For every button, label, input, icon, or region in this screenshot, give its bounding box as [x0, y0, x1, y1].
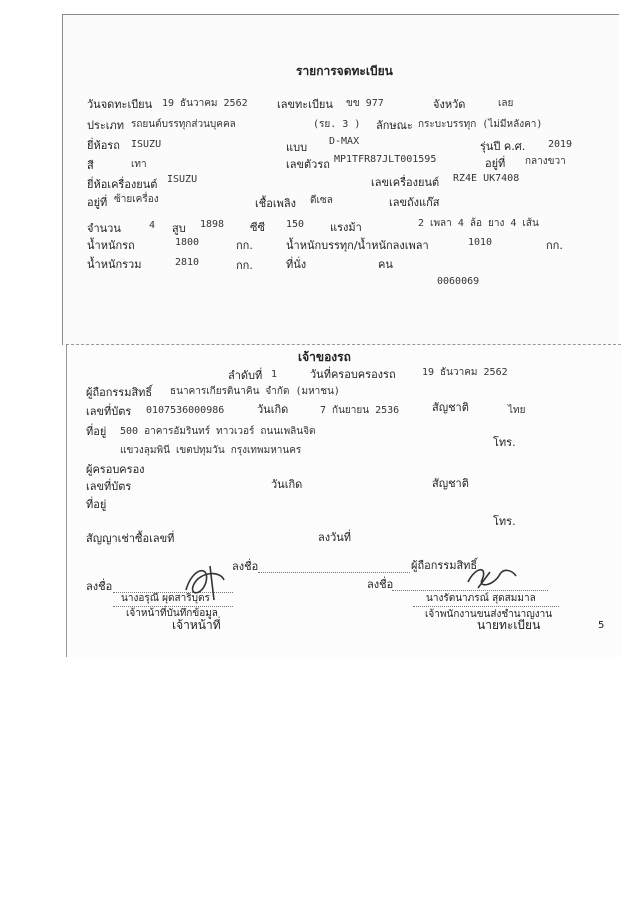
total-weight-value: 2810	[175, 257, 200, 268]
document-serial: 0060069	[437, 276, 480, 287]
officer-name-line	[113, 606, 233, 607]
model-value: D-MAX	[329, 136, 360, 147]
characteristic-value: กระบะบรรทุก (ไม่มีหลังคา)	[418, 119, 543, 130]
holder-nationality-label: สัญชาติ	[432, 477, 469, 490]
registrar-name: นางรัตนาภรณ์ สุดสมมาล	[426, 593, 536, 604]
fuel-label: เชื้อเพลิง	[255, 197, 296, 210]
owner-sign-label: ลงชื่อ	[232, 560, 259, 573]
gas-tank-label: เลขถังแก๊ส	[389, 196, 440, 209]
cc-label: ซีซี	[250, 221, 265, 234]
vehicle-weight-label: น้ำหนักรถ	[87, 239, 135, 252]
reg-number-label: เลขทะเบียน	[277, 98, 333, 111]
reg-date-value: 19 ธันวาคม 2562	[162, 98, 248, 109]
cylinder-count-value: 4	[149, 220, 156, 231]
officer-role: เจ้าหน้าที่	[172, 618, 221, 632]
owner-address-label: ที่อยู่	[86, 425, 107, 438]
registrar-role-small: เจ้าพนักงานขนส่งชำนาญงาน	[425, 609, 553, 620]
owner-title: เจ้าของรถ	[298, 350, 351, 364]
officer-role-small: เจ้าหน้าที่บันทึกข้อมูล	[126, 608, 218, 619]
horsepower-value: 150	[286, 219, 305, 230]
cylinder-count-label: จำนวน	[87, 222, 121, 235]
owner-value: ธนาคารเกียรตินาคิน จำกัด (มหาชน)	[170, 386, 340, 397]
ry-code: (รย. 3 )	[313, 119, 361, 130]
owner-nationality-label: สัญชาติ	[432, 401, 469, 414]
cylinder-label: สูบ	[172, 222, 186, 235]
province-value: เลย	[498, 98, 514, 109]
displacement-value: 1898	[200, 219, 225, 230]
owner-birth-value: 7 กันยายน 2536	[320, 405, 400, 416]
fuel-value: ดีเซล	[310, 195, 333, 206]
registrar-signature	[460, 560, 520, 596]
owner-address-line2: แขวงลุมพินี เขตปทุมวัน กรุงเทพมหานคร	[120, 445, 302, 456]
officer-sign-label: ลงชื่อ	[86, 580, 113, 593]
model-label: แบบ	[286, 141, 308, 154]
registrar-role: นายทะเบียน	[477, 618, 541, 632]
engine-brand-label: ยี่ห้อเครื่องยนต์	[87, 178, 158, 191]
officer-name: นางอรุณี ผุดสาริบุตร	[121, 593, 210, 604]
brand-value: ISUZU	[131, 139, 162, 150]
owner-address-value: 500 อาคารอัมรินทร์ ทาวเวอร์ ถนนเพลินจิต	[120, 426, 316, 437]
owner-id-value: 0107536000986	[146, 405, 225, 416]
engine-location-value: ซ้ายเครื่อง	[114, 194, 159, 205]
seats-unit: คน	[378, 258, 393, 271]
model-year-value: 2019	[548, 139, 573, 150]
reg-date-label: วันจดทะเบียน	[87, 98, 153, 111]
vin-value: MP1TFR87JLT001595	[334, 154, 437, 165]
order-label: ลำดับที่	[228, 369, 263, 382]
holder-birth-label: วันเกิด	[271, 478, 303, 491]
seats-label: ที่นั่ง	[286, 258, 307, 271]
owner-nationality-value: ไทย	[508, 405, 526, 416]
contract-date-label: ลงวันที่	[318, 531, 352, 544]
order-value: 1	[271, 369, 278, 380]
vehicle-type-label: ประเภท	[87, 119, 125, 132]
registrar-name-line	[413, 606, 559, 607]
color-value: เทา	[131, 159, 147, 170]
province-label: จังหวัด	[433, 98, 466, 111]
vehicle-weight-value: 1800	[175, 237, 200, 248]
possession-date-label: วันที่ครอบครองรถ	[310, 368, 396, 381]
engine-brand-value: ISUZU	[167, 174, 198, 185]
holder-id-label: เลขที่บัตร	[86, 480, 132, 493]
owner-sign-line	[258, 572, 410, 573]
model-year-label: รุ่นปี ค.ศ.	[480, 140, 526, 153]
engine-number-value: RZ4E UK7408	[453, 173, 520, 184]
load-weight-value: 1010	[468, 237, 493, 248]
owner-birth-label: วันเกิด	[257, 403, 289, 416]
owner-sign-suffix: ผู้ถือกรรมสิทธิ์	[411, 559, 478, 572]
characteristic-label: ลักษณะ	[376, 119, 413, 132]
color-label: สี	[87, 159, 94, 172]
possession-date-value: 19 ธันวาคม 2562	[422, 367, 508, 378]
registration-title: รายการจดทะเบียน	[296, 64, 393, 78]
vehicle-type-value: รถยนต์บรรทุกส่วนบุคคล	[131, 119, 236, 130]
reg-number-value: ขข 977	[346, 98, 384, 109]
axle-info: 2 เพลา 4 ล้อ ยาง 4 เส้น	[418, 218, 539, 229]
weight-unit-3: กก.	[236, 259, 253, 272]
contract-number-label: สัญญาเช่าซื้อเลขที่	[86, 532, 175, 545]
page-number-bottom: 5	[598, 620, 605, 631]
weight-unit-2: กก.	[546, 239, 563, 252]
engine-number-label: เลขเครื่องยนต์	[371, 176, 440, 189]
holder-address-label: ที่อยู่	[86, 498, 107, 511]
vin-location-label: อยู่ที่	[485, 157, 506, 170]
owner-label: ผู้ถือกรรมสิทธิ์	[86, 386, 153, 399]
weight-unit-1: กก.	[236, 239, 253, 252]
brand-label: ยี่ห้อรถ	[87, 139, 120, 152]
vin-label: เลขตัวรถ	[286, 158, 330, 171]
engine-location-label: อยู่ที่	[87, 196, 108, 209]
owner-phone-label: โทร.	[493, 436, 516, 449]
holder-phone-label: โทร.	[493, 515, 516, 528]
holder-label: ผู้ครอบครอง	[86, 463, 145, 476]
vin-location-value: กลางขวา	[525, 156, 566, 167]
load-weight-label: น้ำหนักบรรทุก/น้ำหนักลงเพลา	[286, 239, 429, 252]
horsepower-label: แรงม้า	[330, 221, 362, 234]
total-weight-label: น้ำหนักรวม	[87, 258, 142, 271]
owner-id-label: เลขที่บัตร	[86, 405, 132, 418]
registrar-sign-label: ลงชื่อ	[367, 578, 394, 591]
